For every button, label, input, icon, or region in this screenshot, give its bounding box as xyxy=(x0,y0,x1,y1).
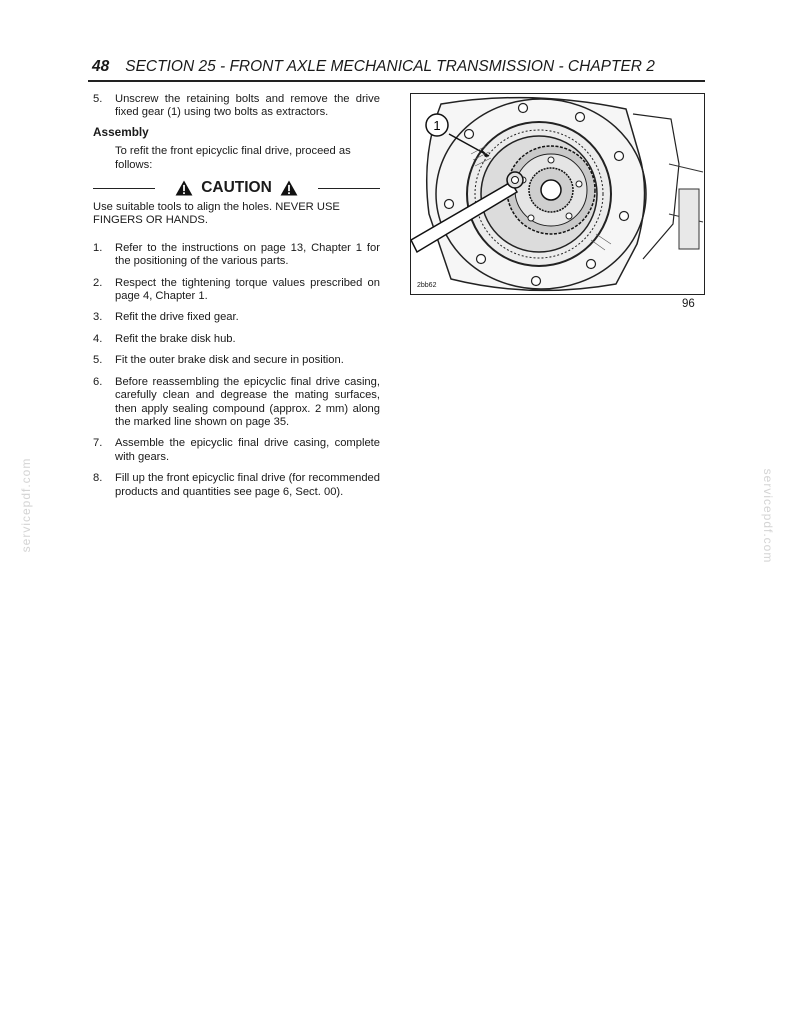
watermark-right: servicepdf.com xyxy=(761,468,775,564)
step-text: Before reassembling the epicyclic final drive casing, carefully clean and degrease the mating surfaces, then apply sealing compound (approx. 2 mm) along the marked line shown on page 35. xyxy=(115,375,380,428)
step-item xyxy=(93,277,380,304)
callout-label: 1 xyxy=(433,118,441,133)
caution-label: CAUTION xyxy=(201,179,272,197)
step-item xyxy=(93,93,380,120)
instructions-column xyxy=(93,93,380,507)
step-text: Unscrew the retaining bolts and remove the drive fixed gear (1) using two bolts as extractors. xyxy=(115,93,380,119)
step-number: 5. xyxy=(93,354,103,367)
step-item xyxy=(93,472,380,499)
step-number: 2. xyxy=(93,276,103,289)
step-number: 8. xyxy=(93,472,103,485)
figure-number: 96 xyxy=(682,298,695,310)
assembly-intro: To refit the front epicyclic final drive, proceed as follows: xyxy=(115,145,351,171)
step-text: Fit the outer brake disk and secure in position. xyxy=(115,354,344,367)
step-item xyxy=(93,437,380,464)
caution-text: Use suitable tools to align the holes. NEVER USE FINGERS OR HANDS. xyxy=(93,201,340,227)
page-number: 48 xyxy=(92,58,110,75)
step-number: 7. xyxy=(93,437,103,450)
watermark-left: servicepdf.com xyxy=(19,457,33,553)
caution-rule-right xyxy=(318,188,380,189)
step-item xyxy=(93,333,380,346)
warning-triangle-icon xyxy=(175,180,193,196)
step-text: Refer to the instructions on page 13, Chapter 1 for the positioning of the various parts. xyxy=(115,241,380,268)
step-item xyxy=(93,311,380,324)
section-title: SECTION 25 - FRONT AXLE MECHANICAL TRANSMISSION - CHAPTER 2 xyxy=(125,58,655,75)
step-item xyxy=(93,354,380,367)
step-number: 5. xyxy=(93,93,103,105)
warning-triangle-icon xyxy=(280,180,298,196)
assembly-steps xyxy=(93,242,380,499)
step-number: 4. xyxy=(93,332,103,345)
step-item xyxy=(93,376,380,430)
step-text: Fill up the front epicyclic final drive (for recommended products and quantities see page 6, Sect. 00). xyxy=(115,472,380,498)
caution-banner xyxy=(93,180,380,196)
step-text: Refit the drive fixed gear. xyxy=(115,311,239,324)
step-text: Assemble the epicyclic final drive casing, complete with gears. xyxy=(115,437,380,463)
step-number: 6. xyxy=(93,375,103,388)
step-number: 3. xyxy=(93,311,103,324)
page-header xyxy=(92,58,702,76)
step-number: 1. xyxy=(93,241,103,254)
step-item xyxy=(93,242,380,269)
figure-code: 2bb62 xyxy=(417,282,437,289)
caution-rule-left xyxy=(93,188,155,189)
gear-drawing xyxy=(411,94,704,294)
assembly-heading: Assembly xyxy=(93,124,149,139)
step-text: Refit the brake disk hub. xyxy=(115,332,236,345)
header-rule xyxy=(88,80,705,82)
step-text: Respect the tightening torque values prescribed on page 4, Chapter 1. xyxy=(115,276,380,303)
figure-96 xyxy=(410,93,705,295)
